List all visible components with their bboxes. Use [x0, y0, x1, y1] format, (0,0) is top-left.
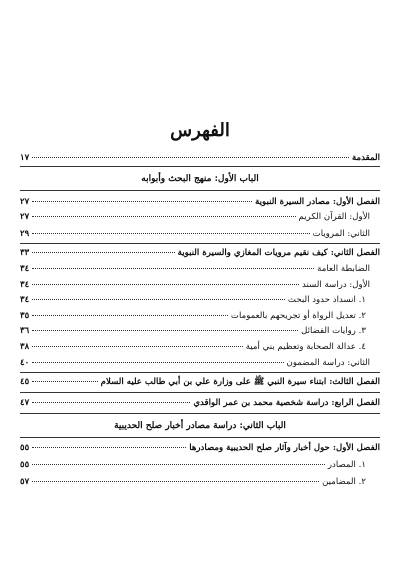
divider — [20, 166, 380, 167]
dot-leader — [32, 284, 299, 285]
dot-leader — [32, 315, 228, 316]
part-heading: الباب الأول: منهج البحث وأبوابه — [141, 173, 259, 184]
toc-page-number: ٣٤ — [20, 295, 30, 306]
toc-entry-label: ١. انسداد حدود البحث — [287, 295, 366, 306]
toc-page-number: ٢٧ — [20, 212, 30, 223]
part-heading: الباب الثاني: دراسة مصادر أخبار صلح الحديبية — [114, 421, 286, 432]
dot-leader — [32, 346, 242, 347]
toc-page-number: ٣٨ — [20, 341, 30, 352]
toc-entry-subsection — [20, 461, 380, 470]
divider — [20, 413, 380, 414]
toc-entry-label: ٢. المضامين — [322, 476, 366, 487]
toc-entry-label: الفصل الرابع: دراسة شخصية محمد بن عمر الواقدي — [193, 397, 380, 408]
dot-leader — [32, 447, 186, 448]
toc-entry-chapter — [20, 198, 380, 207]
toc-entry-label: الفصل الثاني: كيف نقيم مرويات المغازي والسيرة النبوية — [177, 248, 380, 259]
toc-entry-section — [20, 281, 380, 290]
toc-page-number: ٣٤ — [20, 263, 30, 274]
toc-entry-introduction — [20, 154, 380, 163]
toc-page-number: ١٧ — [20, 153, 30, 163]
toc-entry-label: الضابطة العامة — [317, 263, 370, 274]
toc-page-number: ٥٥ — [20, 443, 30, 454]
dot-leader — [32, 233, 309, 234]
toc-entry-subsection — [20, 312, 380, 321]
toc-entry-subsection — [20, 343, 380, 352]
dot-leader — [32, 268, 314, 269]
toc-entry-chapter — [20, 444, 380, 453]
toc-entry-label: ٢. تعديل الرواة أو تجريحهم بالعمومات — [230, 310, 366, 321]
toc-page-number: ٥٥ — [20, 459, 30, 470]
dot-leader — [32, 381, 97, 382]
toc-page-number: ٢٩ — [20, 228, 30, 239]
toc-page-number: ٤٥ — [20, 377, 30, 388]
toc-entry-subsection — [20, 327, 380, 336]
toc-entry-section — [20, 359, 380, 368]
divider — [20, 392, 380, 393]
toc-entry-label: الأول: القرآن الكريم — [298, 212, 370, 223]
toc-entry-label: الثاني: المرويات — [312, 228, 370, 239]
toc-entry-label: الفصل الأول: مصادر السيرة النبوية — [255, 196, 380, 207]
toc-entry-section — [20, 265, 380, 274]
toc-page-number: ٤٧ — [20, 397, 30, 408]
toc-entry-label: الأول: دراسة السند — [302, 279, 370, 290]
toc-entry-subsection — [20, 296, 380, 305]
toc-page-number: ٥٧ — [20, 476, 30, 487]
dot-leader — [32, 216, 295, 217]
dot-leader — [32, 481, 319, 482]
toc-entry-label: ١. المصادر — [327, 459, 366, 470]
toc-entry-label: الثاني: دراسة المضمون — [286, 357, 370, 368]
dot-leader — [32, 157, 349, 158]
toc-page-number: ٣٦ — [20, 326, 30, 337]
divider — [20, 437, 380, 438]
toc-entry-chapter — [20, 249, 380, 258]
dot-leader — [32, 464, 325, 465]
dot-leader — [32, 252, 174, 253]
toc-entry-label: ٣. روايات الفضائل — [301, 326, 366, 337]
toc-entry-subsection — [20, 478, 380, 487]
divider — [20, 372, 380, 373]
toc-entry-section — [20, 213, 380, 222]
toc-entry-label: ٤. عدالة الصحابة وتعظيم بني أمية — [245, 341, 366, 352]
dot-leader — [32, 299, 285, 300]
dot-leader — [32, 330, 298, 331]
toc-entry-chapter — [20, 378, 380, 387]
divider — [20, 243, 380, 244]
toc-entry-chapter — [20, 399, 380, 408]
toc-page-number: ٢٧ — [20, 196, 30, 207]
toc-page-number: ٣٣ — [20, 248, 30, 259]
page-title: الفهرس — [170, 120, 230, 141]
toc-page-number: ٤٠ — [20, 357, 30, 368]
toc-entry-section — [20, 230, 380, 239]
dot-leader — [32, 362, 283, 363]
dot-leader — [32, 201, 252, 202]
toc-page-number: ٣٥ — [20, 310, 30, 321]
table-of-contents — [20, 150, 380, 486]
toc-page-number: ٣٤ — [20, 279, 30, 290]
divider — [20, 190, 380, 191]
toc-entry-label: الفصل الأول: حول أخبار وآثار صلح الحديبية ومصادرها — [189, 443, 380, 454]
dot-leader — [32, 402, 190, 403]
toc-entry-label: الفصل الثالث: ابتناء سيرة النبي ﷺ على وزارة علي بن أبي طالب عليه السلام — [100, 377, 380, 388]
toc-entry-label: المقدمة — [351, 153, 380, 163]
